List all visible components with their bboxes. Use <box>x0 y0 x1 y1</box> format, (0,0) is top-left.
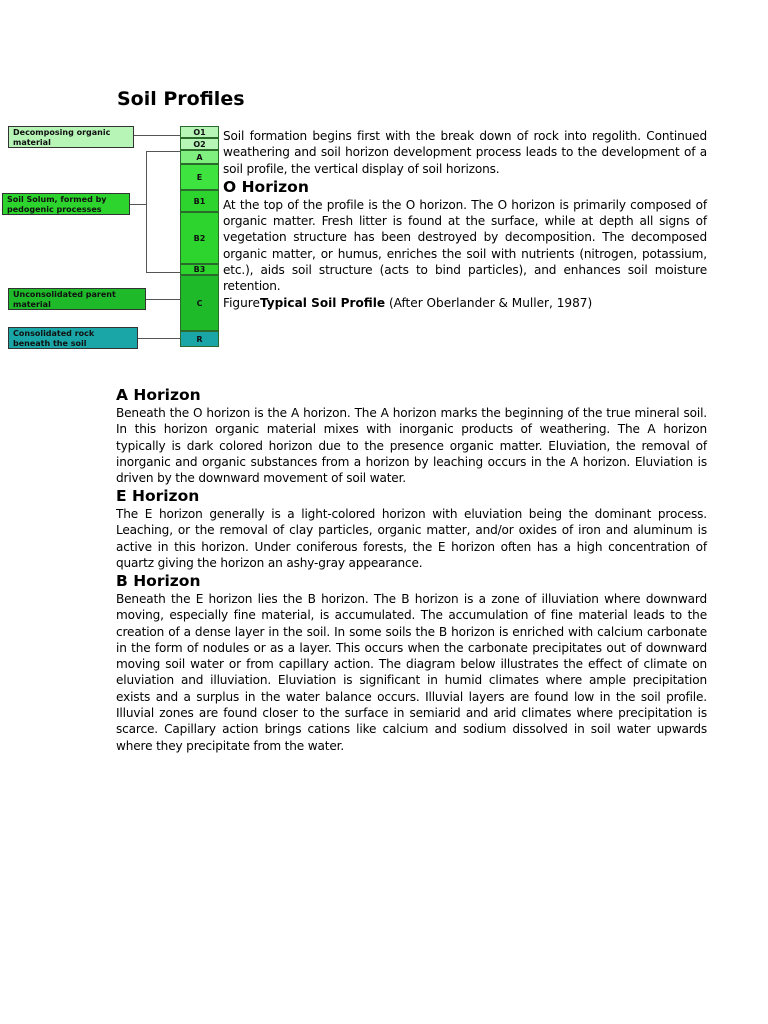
connector-organic <box>134 135 180 136</box>
horizon-b1: B1 <box>180 190 219 212</box>
o-horizon-heading: O Horizon <box>223 177 309 196</box>
caption-title: Typical Soil Profile <box>259 295 386 310</box>
caption-suffix: (After Oberlander & Muller, 1987) <box>385 295 593 310</box>
o-horizon-paragraph: At the top of the profile is the O horizon. The O horizon is primarily composed of organic matter. Fresh litter is found at the surface, while at depth all signs of vegetation structure has been destroyed by decomposition. The decomposed organic matter, or humus, enriches the soil with nutrients (nitrogen, potassium, etc.), aids soil structure (acts to bind particles), and enhances soil moisture retention. <box>223 197 707 294</box>
b-horizon-heading: B Horizon <box>116 572 201 590</box>
bracket-solum-top <box>146 151 180 152</box>
bracket-solum-vertical <box>146 151 147 272</box>
a-horizon-section <box>116 386 707 486</box>
horizon-b2: B2 <box>180 212 219 264</box>
e-horizon-section <box>116 487 707 571</box>
intro-paragraph: Soil formation begins first with the break down of rock into regolith. Continued weathering and soil horizon development process leads to the development of a soil profile, the vertical display of soil horizons. <box>223 129 707 176</box>
horizon-e: E <box>180 164 219 190</box>
horizon-r: R <box>180 331 219 347</box>
connector-rock <box>138 338 180 339</box>
label-decomposing-organic: Decomposing organic material <box>8 126 134 148</box>
horizon-a: A <box>180 150 219 164</box>
label-consolidated-rock: Consolidated rock beneath the soil <box>8 327 138 349</box>
horizon-o2: O2 <box>180 138 219 150</box>
figure-caption <box>223 295 707 311</box>
e-horizon-heading: E Horizon <box>116 487 200 505</box>
horizon-o1: O1 <box>180 126 219 138</box>
a-horizon-heading: A Horizon <box>116 386 201 404</box>
caption-prefix: Figure <box>223 295 260 310</box>
horizon-b3: B3 <box>180 264 219 275</box>
b-horizon-section <box>116 572 707 754</box>
horizon-c: C <box>180 275 219 331</box>
intro-block <box>223 128 707 311</box>
a-horizon-paragraph: Beneath the O horizon is the A horizon. The A horizon marks the beginning of the true mineral soil. In this horizon organic material mixes with inorganic products of weathering. The A horizon typically is dark colored horizon due to the presence organic matter. Eluviation, the removal of inorganic and organic substances from a horizon by leaching occurs in the A horizon. Eluviation is driven by the downward movement of soil water. <box>116 406 707 486</box>
label-unconsolidated-parent: Unconsolidated parent material <box>8 288 146 310</box>
bracket-solum-bottom <box>146 272 180 273</box>
b-horizon-paragraph: Beneath the E horizon lies the B horizon. The B horizon is a zone of illuviation where downward moving, especially fine material, is accumulated. The accumulation of fine material leads to the creation of a dense layer in the soil. In some soils the B horizon is enriched with calcium carbonate in the form of nodules or as a layer. This occurs when the carbonate precipitates out of downward moving soil water or from capillary action. The diagram below illustrates the effect of climate on eluviation and illuviation. Eluviation is significant in humid climates where ample precipitation exists and a surplus in the water balance occurs. Illuvial layers are found low in the soil profile. Illuvial zones are found closer to the surface in semiarid and arid climates where precipitation is scarce. Capillary action brings cations like calcium and sodium dissolved in soil water upwards where they precipitate from the water. <box>116 592 707 753</box>
e-horizon-paragraph: The E horizon generally is a light-colored horizon with eluviation being the dominant process. Leaching, or the removal of clay particles, organic matter, and/or oxides of iron and aluminum is active in this horizon. Under coniferous forests, the E horizon often has a high concentration of quartz giving the horizon an ashy-gray appearance. <box>116 507 707 570</box>
soil-profile-figure <box>0 118 222 358</box>
label-soil-solum: Soil Solum, formed by pedogenic processes <box>2 193 130 215</box>
page-title: Soil Profiles <box>117 88 245 110</box>
connector-solum <box>130 204 146 205</box>
connector-parent <box>146 299 180 300</box>
